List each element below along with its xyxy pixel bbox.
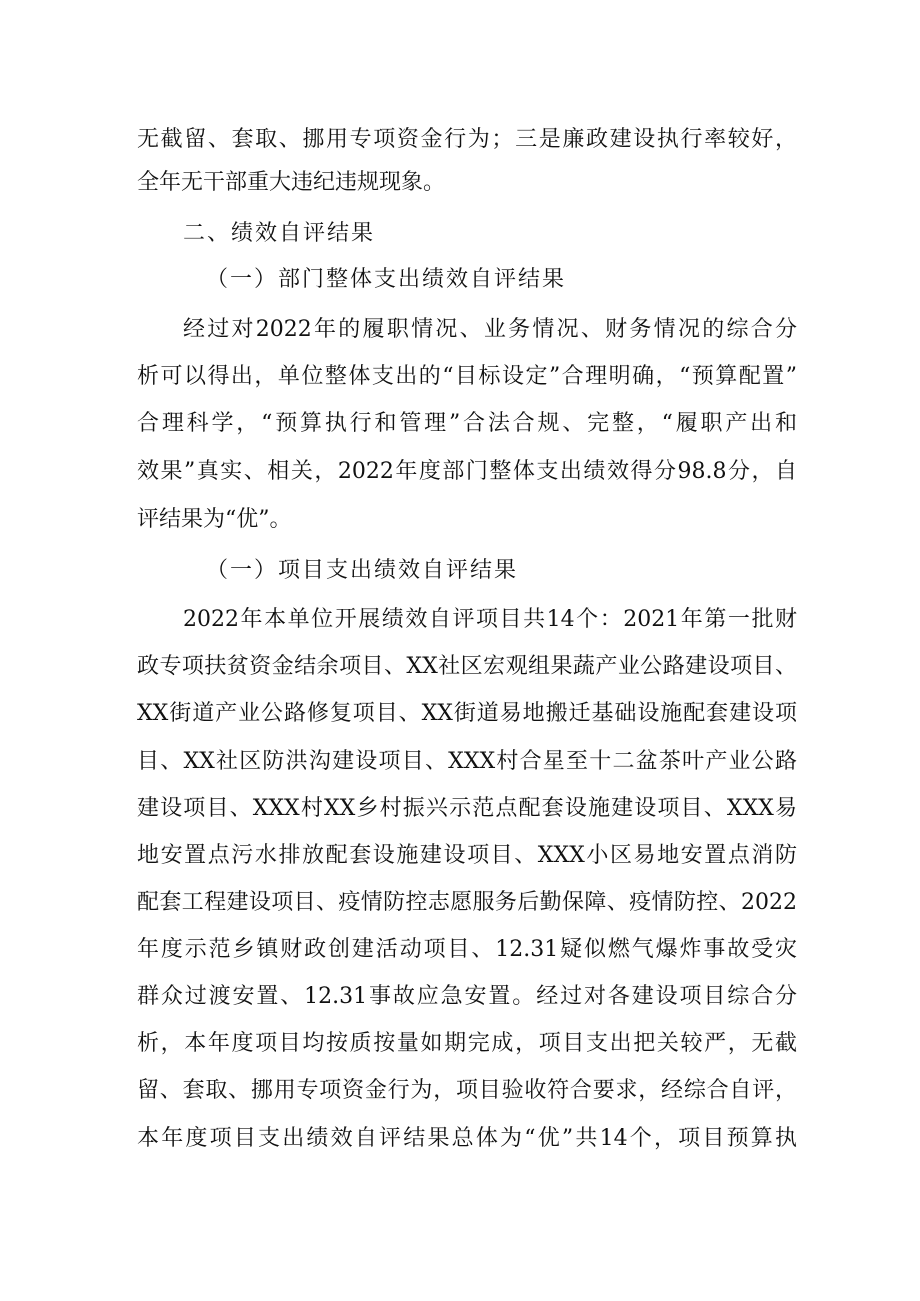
- paragraph-line: 效果”真实、相关，2022年度部门整体支出绩效得分98.8分，自: [137, 459, 797, 484]
- paragraph-line: 全年无干部重大违纪违规现象。: [137, 170, 446, 195]
- paragraph-line: 群众过渡安置、12.31事故应急安置。经过对各建设项目综合分: [137, 984, 797, 1009]
- paragraph-line: 政专项扶贫资金结余项目、XX社区宏观组果蔬产业公路建设项目、: [137, 654, 797, 679]
- paragraph-line: 地安置点污水排放配套设施建设项目、XXX小区易地安置点消防: [137, 843, 797, 868]
- subsection-heading: （一）项目支出绩效自评结果: [206, 558, 519, 583]
- paragraph-line: 经过对2022年的履职情况、业务情况、财务情况的综合分: [183, 317, 797, 342]
- paragraph-line: 合理科学，“预算执行和管理”合法合规、完整，“履职产出和: [137, 411, 797, 436]
- paragraph-line: 年度示范乡镇财政创建活动项目、12.31疑似燃气爆炸事故受灾: [137, 937, 797, 962]
- paragraph-line: 目、XX社区防洪沟建设项目、XXX村合星至十二盆茶叶产业公路: [137, 749, 797, 774]
- paragraph-line: 本年度项目支出绩效自评结果总体为“优”共14个，项目预算执: [137, 1126, 797, 1151]
- paragraph-line: 无截留、套取、挪用专项资金行为；三是廉政建设执行率较好，: [137, 127, 797, 152]
- paragraph-line: XX街道产业公路修复项目、XX街道易地搬迁基础设施配套建设项: [137, 701, 797, 726]
- paragraph-line: 配套工程建设项目、疫情防控志愿服务后勤保障、疫情防控、2022: [137, 890, 797, 915]
- paragraph-line: 留、套取、挪用专项资金行为，项目验收符合要求，经综合自评，: [137, 1078, 797, 1103]
- subsection-heading: （一）部门整体支出绩效自评结果: [206, 267, 567, 292]
- paragraph-line: 建设项目、XXX村XX乡村振兴示范点配套设施建设项目、XXX易: [137, 796, 797, 821]
- paragraph-line: 2022年本单位开展绩效自评项目共14个：2021年第一批财: [183, 607, 797, 632]
- section-heading: 二、绩效自评结果: [183, 221, 376, 246]
- paragraph-line: 析可以得出，单位整体支出的“目标设定”合理明确，“预算配置”: [137, 364, 797, 389]
- paragraph-line: 评结果为“优”。: [137, 507, 292, 532]
- paragraph-line: 析，本年度项目均按质按量如期完成，项目支出把关较严，无截: [137, 1031, 797, 1056]
